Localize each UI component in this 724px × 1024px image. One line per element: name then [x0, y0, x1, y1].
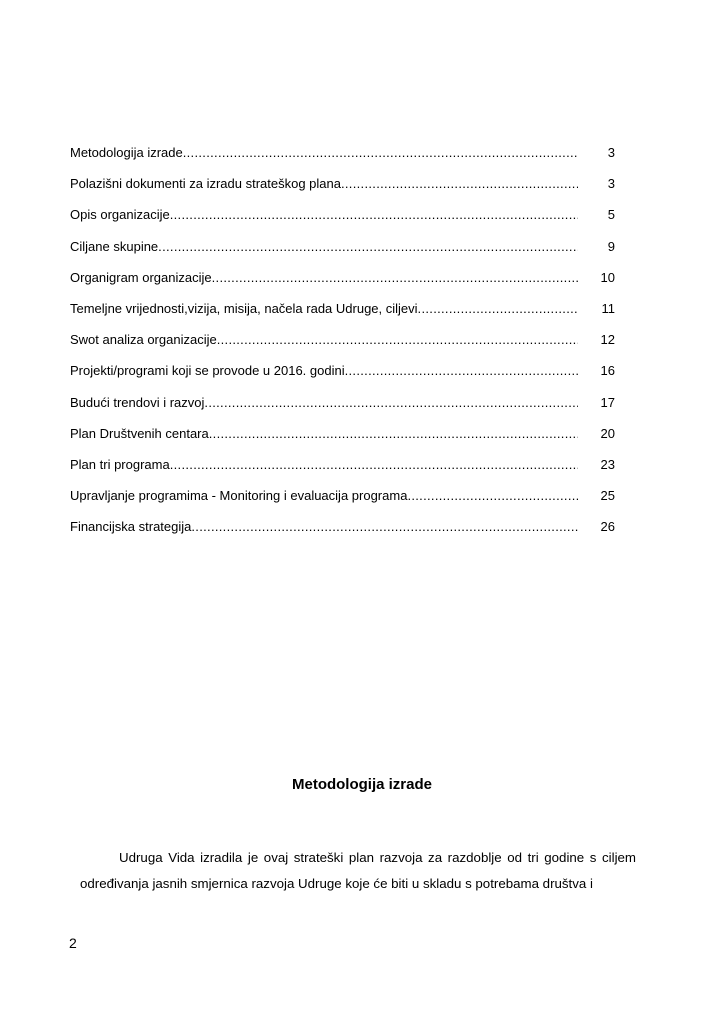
- toc-entry-title: Polazišni dokumenti za izradu strateškog plana: [70, 176, 341, 192]
- toc-leader-dots: [158, 239, 578, 254]
- toc-entry-page: 5: [607, 207, 615, 223]
- table-of-contents: [70, 145, 615, 550]
- toc-entry-title: Temeljne vrijednosti,vizija, misija, načela rada Udruge, ciljevi: [70, 300, 418, 316]
- toc-entry[interactable]: [70, 301, 615, 332]
- toc-entry[interactable]: [70, 270, 615, 301]
- toc-entry[interactable]: [70, 363, 615, 394]
- toc-leader-dots: [345, 363, 578, 378]
- toc-leader-dots: [183, 145, 578, 160]
- toc-leader-dots: [217, 332, 578, 347]
- toc-entry-page: 3: [607, 176, 615, 192]
- toc-entry[interactable]: [70, 395, 615, 426]
- toc-entry[interactable]: [70, 488, 615, 519]
- toc-entry-page: 20: [600, 425, 615, 441]
- toc-entry-title: Plan Društvenih centara: [70, 425, 209, 441]
- toc-entry[interactable]: [70, 207, 615, 238]
- toc-entry-title: Plan tri programa: [70, 456, 170, 472]
- toc-entry-title: Projekti/programi koji se provode u 2016. godini: [70, 363, 345, 379]
- toc-entry[interactable]: [70, 145, 615, 176]
- page-number: 2: [69, 935, 77, 951]
- toc-leader-dots: [209, 426, 578, 441]
- toc-leader-dots: [170, 207, 578, 222]
- toc-entry-page: 9: [607, 238, 615, 254]
- toc-entry-title: Metodologija izrade: [70, 145, 183, 160]
- section-heading: Metodologija izrade: [291, 776, 432, 793]
- toc-entry-page: 25: [600, 488, 615, 504]
- toc-leader-dots: [204, 395, 578, 410]
- toc-entry-page: 16: [600, 363, 615, 379]
- toc-entry-title: Opis organizacije: [70, 207, 170, 223]
- toc-leader-dots: [191, 519, 578, 534]
- toc-entry-page: 3: [607, 145, 615, 160]
- toc-entry-page: 12: [600, 332, 615, 348]
- toc-entry-title: Organigram organizacije: [70, 269, 212, 285]
- toc-entry-title: Budući trendovi i razvoj: [70, 394, 205, 410]
- toc-entry[interactable]: [70, 426, 615, 457]
- toc-entry-title: Upravljanje programima - Monitoring i evaluacija programa: [70, 488, 408, 504]
- toc-leader-dots: [212, 270, 578, 285]
- toc-entry-page: 10: [600, 269, 615, 285]
- toc-entry[interactable]: [70, 176, 615, 207]
- toc-leader-dots: [341, 176, 578, 191]
- toc-entry[interactable]: [70, 332, 615, 363]
- toc-entry-page: 23: [600, 456, 615, 472]
- toc-entry-page: 11: [601, 300, 615, 316]
- toc-entry[interactable]: [70, 519, 615, 550]
- toc-leader-dots: [407, 488, 578, 503]
- body-paragraph: Udruga Vida izradila je ovaj strateški plan razvoja za razdoblje od tri godine s ciljem određivanja jasnih smjernica razvoja Udruge koje će biti u skladu s potrebama društva i: [80, 850, 636, 891]
- toc-entry[interactable]: [70, 239, 615, 270]
- toc-entry-title: Financijska strategija: [70, 519, 192, 535]
- toc-entry-title: Ciljane skupine: [70, 238, 159, 254]
- toc-entry-page: 17: [600, 394, 615, 410]
- toc-leader-dots: [418, 301, 578, 316]
- toc-leader-dots: [170, 457, 578, 472]
- toc-entry-page: 26: [600, 519, 615, 535]
- toc-entry-title: Swot analiza organizacije: [70, 332, 217, 348]
- toc-entry[interactable]: [70, 457, 615, 488]
